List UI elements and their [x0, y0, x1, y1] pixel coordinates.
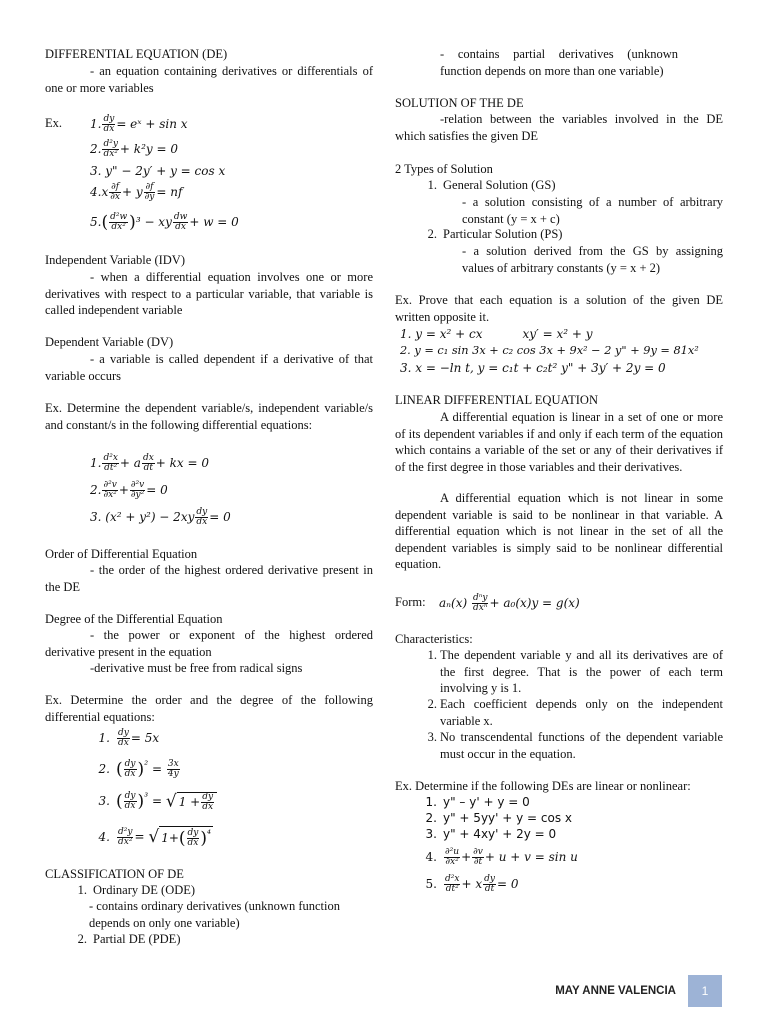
solution-definition: -relation between the variables involved in the DE which satisfies the given DE [395, 112, 723, 143]
page-number: 1 [688, 975, 722, 1007]
dv-definition: - a variable is called dependent if a derivative of that variable occurs [45, 352, 373, 383]
order-eq-3: 3. ( $\frac{dy}{dx}$ )$^{^3}$ = √ 1 + $\frac{dy}{dx}$ [90, 790, 217, 812]
page-footer [555, 976, 722, 1006]
linear-eq-1: 1. y" – y' + y = 0 [425, 795, 530, 809]
ps-definition: - a solution derived from the GS by assigning values of arbitrary constants (y = x + 2) [462, 244, 723, 275]
characteristic-1: 1. The dependent variable y and all its derivatives are of the first degree. That is the power of each term involving y is 1. [427, 648, 723, 695]
ex-label: Ex. [45, 116, 63, 130]
dep-eq-3: 3. (x² + y²) − 2xy $\frac{dy}{dx}$ = 0 [90, 507, 231, 527]
solution-title: SOLUTION OF THE DE [395, 96, 524, 110]
degree-definition: - the power or exponent of the highest ordered derivative present in the equation [45, 628, 373, 659]
linear-form-eq: aₙ(x) $\frac{\text{dⁿy}}{\text{dxⁿ}}$ + a₀(x)y = g(x) [439, 593, 580, 613]
characteristics-title: Characteristics: [395, 632, 473, 646]
ex-order-prompt: Ex. Determine the order and the degree of the following differential equations: [45, 693, 373, 724]
de-title: DIFFERENTIAL EQUATION (DE) [45, 47, 228, 61]
example-eq-4: 4.x $\frac{\partial f}{\partial x}$ + y $\frac{\partial f}{\partial y}$ = nf [90, 182, 183, 202]
type-gs: 1. General Solution (GS) [427, 178, 556, 192]
example-eq-1: 1. $\frac{dy}{dx}$ = eˣ + sin x [90, 114, 188, 134]
de-definition: - an equation containing derivatives or differentials of one or more variables [45, 64, 373, 95]
classification-title: CLASSIFICATION OF DE [45, 867, 184, 881]
order-eq-4: 4. $\frac{\text{d²y}}{\text{dx²}}$ = √ 1+( $\frac{dy}{dx}$ )$^{^4}$ [98, 826, 212, 849]
linear-eq-3: 3. y" + 4xy' + 2y = 0 [425, 827, 557, 841]
gs-definition: - a solution consisting of a number of arbitrary constant (y = x + c) [462, 195, 723, 226]
prove-eq-3: 3. x = −ln t, y = c₁t + c₂t² y" + 3y′ + 2y = 0 [400, 361, 666, 375]
idv-definition: - when a differential equation involves one or more derivatives with respect to a particular variable, that variable is called independent variable [45, 270, 373, 317]
linear-eq-5: 5. $\frac{\text{d²x}}{\text{dt²}}$ + x $\frac{dy}{dt}$ = 0 [425, 874, 519, 894]
order-eq-1: 1. $\frac{dy}{dx}$ = 5x [98, 728, 160, 748]
order-title: Order of Differential Equation [45, 547, 198, 561]
dep-eq-1: 1. $\frac{\text{d²x}}{\text{dt²}}$ + a $\frac{dx}{dt}$ + kx = 0 [90, 453, 210, 473]
pde-definition: - contains partial derivatives (unknown function depends on more than one variable) [440, 47, 678, 78]
author-name: MAY ANNE VALENCIA [555, 985, 676, 997]
degree-definition-2: -derivative must be free from radical signs [90, 661, 303, 675]
classification-item-ode: 1. Ordinary DE (ODE) [77, 883, 196, 897]
idv-title: Independent Variable (IDV) [45, 253, 185, 267]
prove-eq-2: 2. y = c₁ sin 3x + c₂ cos 3x + 9x² − 2 y" + 9y = 81x² [400, 344, 699, 357]
type-ps: 2. Particular Solution (PS) [427, 227, 563, 241]
prove-eq-1: 1. y = x² + cx xy′ = x² + y [400, 327, 593, 341]
linear-eq-2: 2. y" + 5yy' + y = cos x [425, 811, 573, 825]
order-eq-2: 2. ( $\frac{dy}{dx}$ )$^{^2}$ = $\frac{3x}{4y}$ [98, 759, 179, 780]
linear-paragraph-2: A differential equation which is not linear in some dependent variable is said to be nonlinear in that variable. A differential equation which is not linear in the set of all the dependent variables is simply said to be nonlinear differential equation. [395, 491, 723, 571]
types-title: 2 Types of Solution [395, 162, 493, 176]
ex-linear-prompt: Ex. Determine if the following DEs are linear or nonlinear: [395, 779, 691, 793]
classification-item-pde: 2. Partial DE (PDE) [77, 932, 181, 946]
degree-title: Degree of the Differential Equation [45, 612, 223, 626]
characteristic-2: 2. Each coefficient depends only on the independent variable x. [427, 697, 723, 728]
example-eq-5: 5.( $\frac{\text{d²w}}{\text{dx²}}$ )³ − xy $\frac{dw}{dx}$ + w = 0 [90, 212, 239, 233]
ex-prove-prompt: Ex. Prove that each equation is a solution of the given DE written opposite it. [395, 293, 723, 324]
characteristic-3: 3. No transcendental functions of the dependent variable must occur in the equation. [427, 730, 723, 761]
form-label: Form: [395, 595, 426, 609]
example-eq-2: 2. $\frac{\text{d²y}}{\text{dx²}}$ + k²y = 0 [90, 139, 178, 159]
example-eq-3: 3. y" − 2y′ + y = cos x [90, 164, 226, 178]
ex-dependent-prompt: Ex. Determine the dependent variable/s, independent variable/s and constant/s in the following differential equations: [45, 401, 373, 432]
linear-title: LINEAR DIFFERENTIAL EQUATION [395, 393, 598, 407]
ode-definition: - contains ordinary derivatives (unknown function depends on only one variable) [89, 899, 340, 930]
order-definition: - the order of the highest ordered derivative present in the DE [45, 563, 373, 594]
dv-title: Dependent Variable (DV) [45, 335, 174, 349]
dep-eq-2: 2. $\frac{\text{∂²v}}{\text{∂x²}}$ + $\frac{\text{∂²v}}{\text{∂y²}}$ = 0 [90, 480, 168, 500]
linear-eq-4: 4. $\frac{\text{∂²u}}{\text{∂x²}}$ + $\frac{\partial v}{\partial t}$ + u + v = sin u [425, 847, 578, 867]
linear-paragraph-1: A differential equation is linear in a set of one or more of its dependent variables if and only if each term of the equation which contains a variable of the set or any of their derivatives if of the first degree in those variables and their derivatives. [395, 410, 723, 474]
